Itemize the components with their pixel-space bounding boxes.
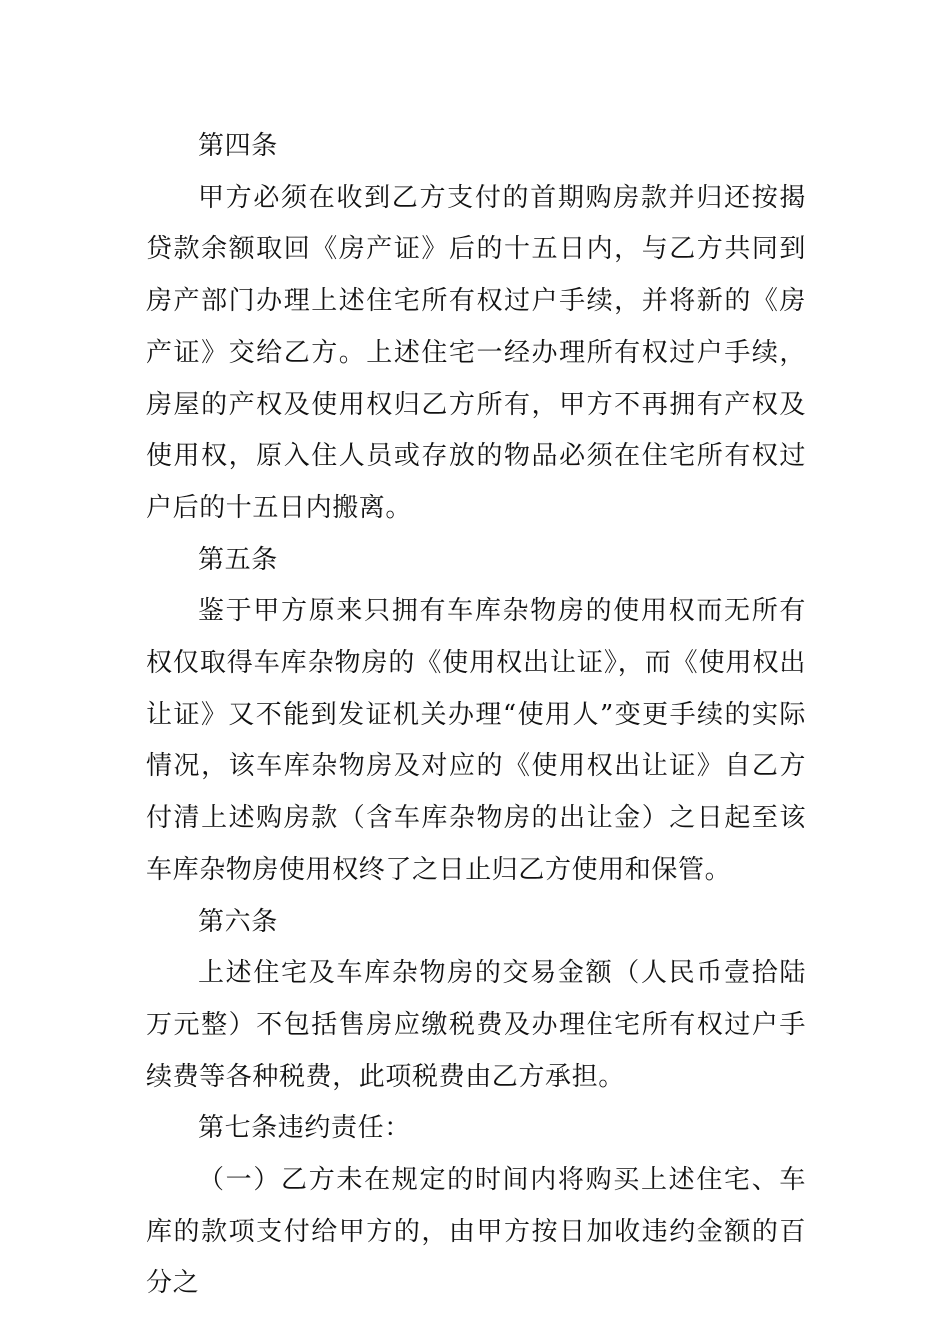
article-6-heading: 第六条 xyxy=(198,906,278,937)
article-7-heading: 第七条违约责任： xyxy=(198,1113,411,1144)
article-6-text: 上述住宅及车库杂物房的交易金额（人民币壹拾陆万元整）不包括售房应缴税费及办理住宅所有权过户手续费等各种税费，此项税费由乙方承担。 xyxy=(146,958,806,1092)
article-4-heading: 第四条 xyxy=(198,131,278,161)
article-7-clause-1: （一）乙方未在规定的时间内将购买上述住宅、车库的款项支付给甲方的，由甲方按日加收违约金额的百分之 xyxy=(146,1165,806,1299)
document-body xyxy=(146,121,806,1310)
article-5-heading: 第五条 xyxy=(198,544,278,575)
article-5-text: 鉴于甲方原来只拥有车库杂物房的使用权而无所有权仅取得车库杂物房的《使用权出让证》，而《使用权出让证》又不能到发证机关办理“使用人”变更手续的实际情况，该车库杂物房及对应的《使用权出让证》自乙方付清上述购房款（含车库杂物房的出让金）之日起至该车库杂物房使用权终了之日止归乙方使用和保管。 xyxy=(146,596,806,885)
article-4-text: 甲方必须在收到乙方支付的首期购房款并归还按揭贷款余额取回《房产证》后的十五日内，与乙方共同到房产部门办理上述住宅所有权过户手续，并将新的《房产证》交给乙方。上述住宅一经办理所有权过户手续，房屋的产权及使用权归乙方所有，甲方不再拥有产权及使用权，原入住人员或存放的物品必须在住宅所有权过户后的十五日内搬离。 xyxy=(146,182,806,523)
